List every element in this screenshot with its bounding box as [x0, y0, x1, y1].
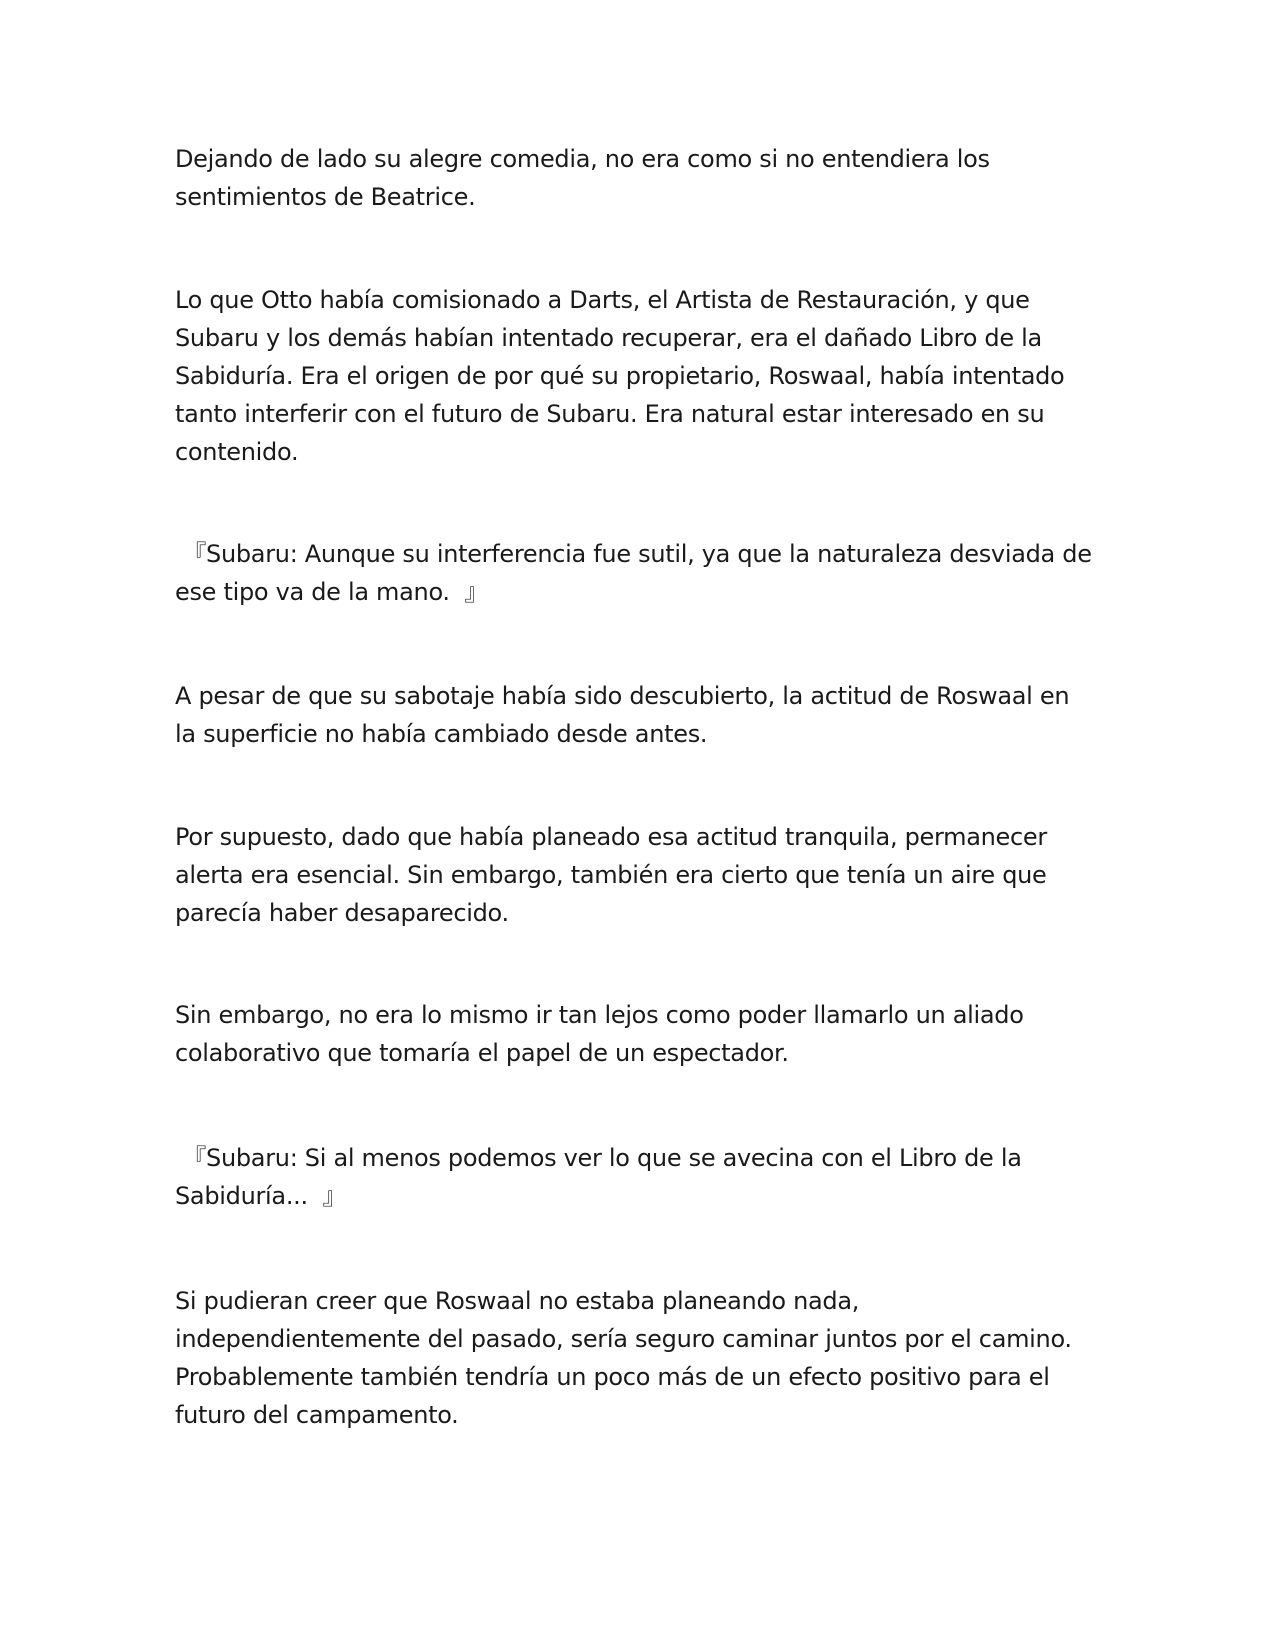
paragraph-line: alerta era esencial. Sin embargo, también era cierto que tenía un aire que — [175, 861, 1047, 889]
paragraph-line: Si pudieran creer que Roswaal no estaba planeando nada, — [175, 1287, 860, 1315]
quote-line: 『Subaru: Si al menos podemos ver lo que se avecina con el Libro de la — [175, 1144, 1022, 1172]
paragraph-line: Por supuesto, dado que había planeado esa actitud tranquila, permanecer — [175, 823, 1047, 851]
paragraph-line: contenido. — [175, 438, 299, 466]
paragraph-line: colaborativo que tomaría el papel de un espectador. — [175, 1039, 789, 1067]
paragraph-line: futuro del campamento. — [175, 1401, 459, 1429]
quote-line: 『Subaru: Aunque su interferencia fue sutil, ya que la naturaleza desviada de — [175, 540, 1092, 568]
paragraph-line: tanto interferir con el futuro de Subaru. Era natural estar interesado en su — [175, 400, 1045, 428]
paragraph-5 — [175, 818, 1105, 932]
quote-line: ese tipo va de la mano. 』 — [175, 578, 489, 606]
paragraph-1 — [175, 140, 1105, 216]
paragraph-2 — [175, 281, 1105, 471]
paragraph-line: Subaru y los demás habían intentado recuperar, era el dañado Libro de la — [175, 324, 1042, 352]
quote-line: Sabiduría... 』 — [175, 1182, 347, 1210]
paragraph-line: Lo que Otto había comisionado a Darts, el Artista de Restauración, y que — [175, 286, 1030, 314]
paragraph-line: Probablemente también tendría un poco más de un efecto positivo para el — [175, 1363, 1050, 1391]
paragraph-line: A pesar de que su sabotaje había sido descubierto, la actitud de Roswaal en — [175, 682, 1070, 710]
paragraph-4 — [175, 677, 1105, 753]
dialogue-quote-1 — [175, 535, 1105, 611]
paragraph-line: independientemente del pasado, sería seguro caminar juntos por el camino. — [175, 1325, 1072, 1353]
paragraph-6 — [175, 996, 1105, 1072]
paragraph-line: sentimientos de Beatrice. — [175, 183, 476, 211]
paragraph-line: parecía haber desaparecido. — [175, 899, 509, 927]
paragraph-line: Sabiduría. Era el origen de por qué su propietario, Roswaal, había intentado — [175, 362, 1065, 390]
dialogue-quote-2 — [175, 1139, 1105, 1215]
paragraph-line: la superficie no había cambiado desde antes. — [175, 720, 708, 748]
paragraph-line: Sin embargo, no era lo mismo ir tan lejos como poder llamarlo un aliado — [175, 1001, 1024, 1029]
paragraph-line: Dejando de lado su alegre comedia, no era como si no entendiera los — [175, 145, 990, 173]
paragraph-8 — [175, 1282, 1105, 1434]
